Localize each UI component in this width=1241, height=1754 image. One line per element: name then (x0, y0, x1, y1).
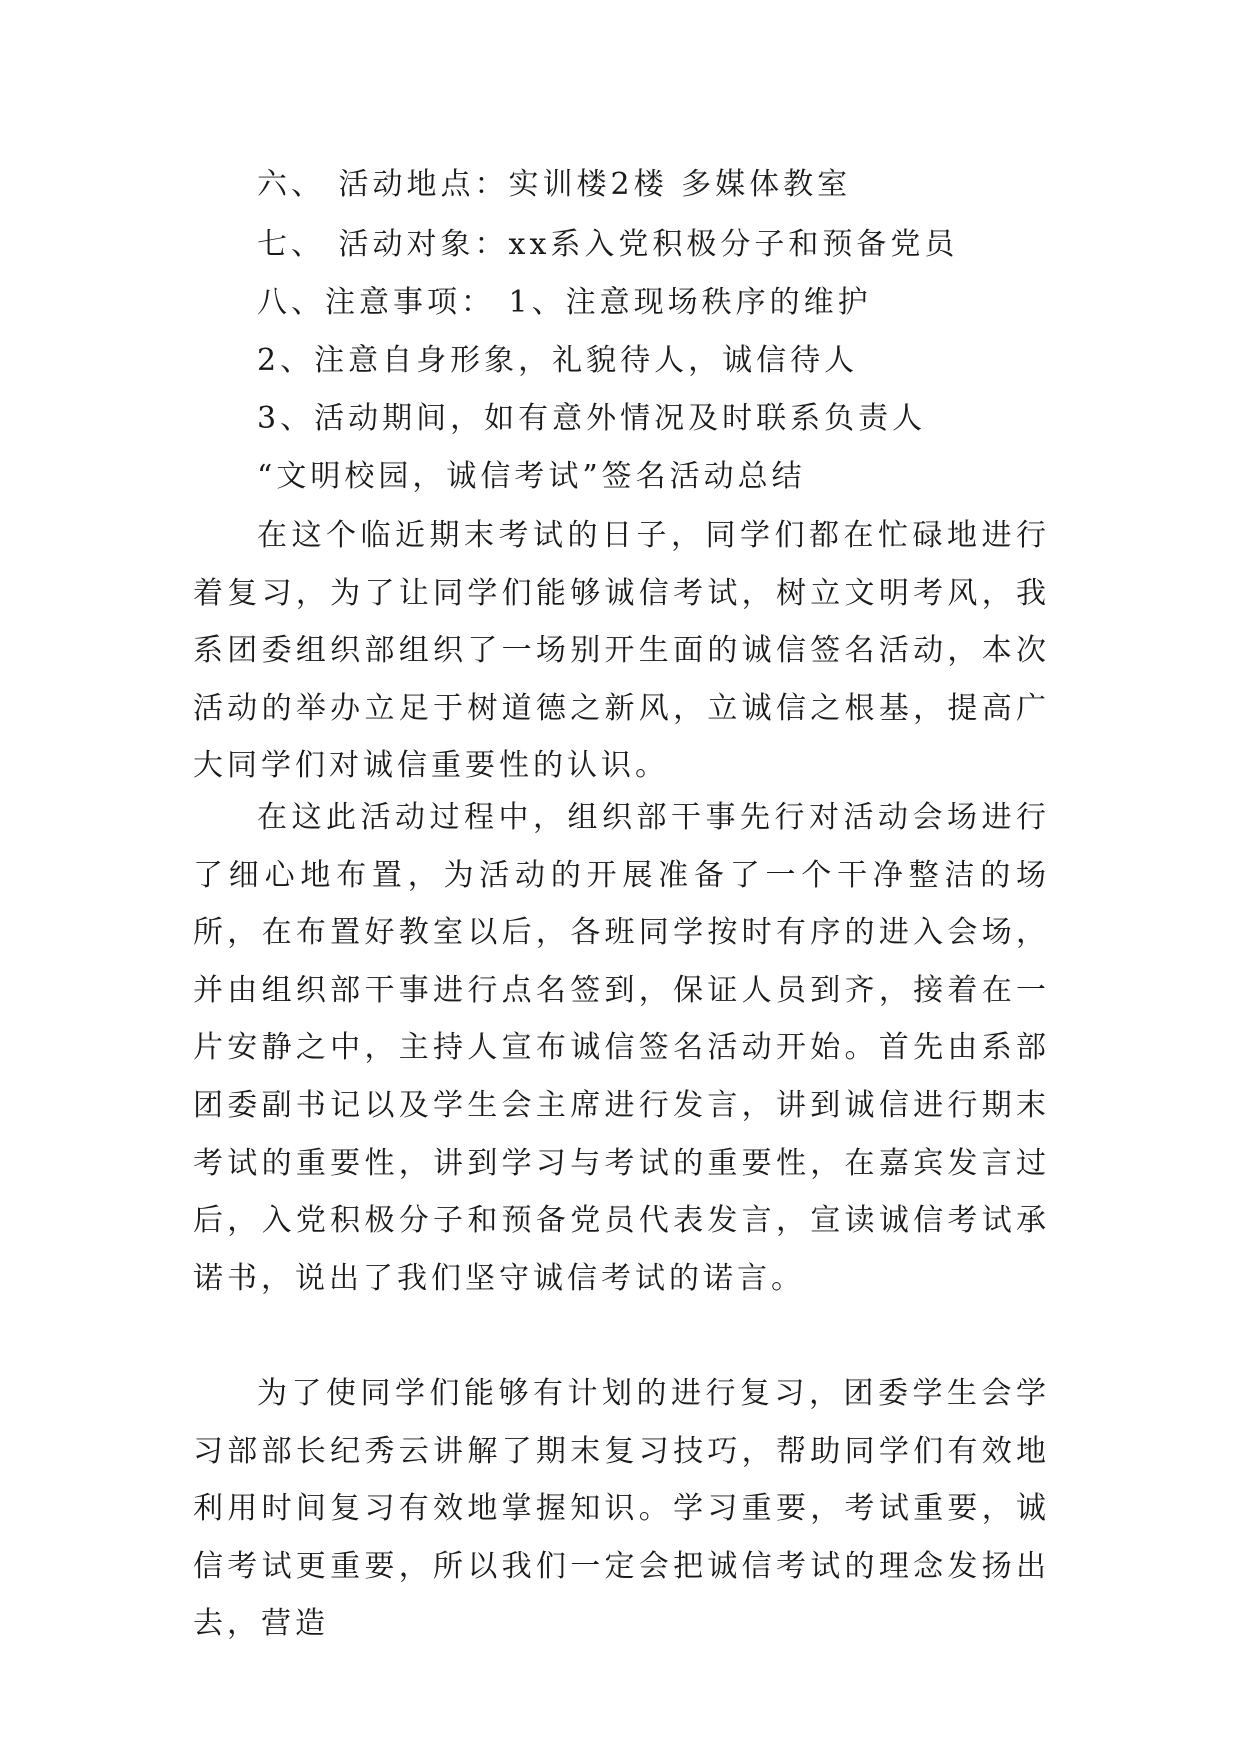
paragraph-2: 在这此活动过程中，组织部干事先行对活动会场进行了细心地布置，为活动的开展准备了一个干净整洁的场所，在布置好教室以后，各班同学按时有序的进入会场，并由组织部干事进行点名签到，保证人员到齐，接着在一片安静之中，主持人宣布诚信签名活动开始。首先由系部团委副书记以及学生会主席进行发言，讲到诚信进行期末考试的重要性，讲到学习与考试的重要性，在嘉宾发言过后，入党积极分子和预备党员代表发言，宣读诚信考试承诺书，说出了我们坚守诚信考试的诺言。 (193, 800, 1050, 1296)
list-item-location: 六、 活动地点：实训楼2楼 多媒体教室 (257, 167, 852, 202)
list-item-note-3: 3、活动期间，如有意外情况及时联系负责人 (257, 401, 927, 436)
list-item-note-2: 2、注意自身形象，礼貌待人，诚信待人 (257, 343, 859, 378)
list-item-notes: 八、注意事项： 1、注意现场秩序的维护 (257, 285, 872, 320)
paragraph-1: 在这个临近期末考试的日子，同学们都在忙碌地进行着复习，为了让同学们能够诚信考试，树立文明考风，我系团委组织部组织了一场别开生面的诚信签名活动，本次活动的举办立足于树道德之新风，立诚信之根基，提高广大同学们对诚信重要性的认识。 (193, 518, 1050, 784)
list-item-audience: 七、 活动对象：xx系入党积极分子和预备党员 (257, 227, 959, 262)
paragraph-3: 为了使同学们能够有计划的进行复习，团委学生会学习部部长纪秀云讲解了期末复习技巧，帮助同学们有效地利用时间复习有效地掌握知识。学习重要，考试重要，诚信考试更重要，所以我们一定会把诚信考试的理念发扬出去，营造 (193, 1376, 1050, 1642)
document-title: “文明校园，诚信考试”签名活动总结 (257, 459, 806, 494)
